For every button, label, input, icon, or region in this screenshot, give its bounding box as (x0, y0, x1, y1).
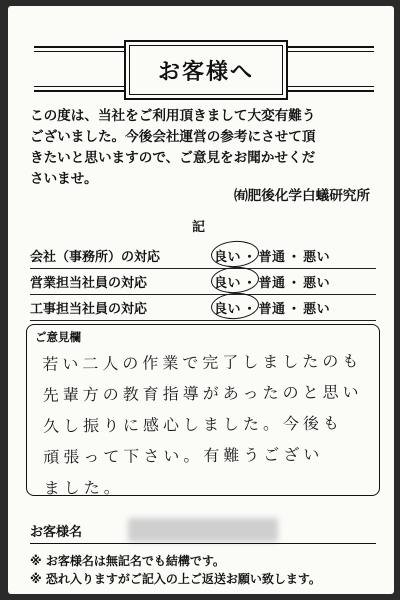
opinion-box[interactable] (26, 324, 380, 496)
page-title: お客様へ (157, 59, 254, 85)
option-normal[interactable]: 普通 (258, 302, 286, 317)
rating-options: 良い ・ 普通 ・ 悪い (214, 250, 331, 265)
customer-name-row (30, 518, 376, 542)
comment-line: 頑張って下さい。有難うござい (43, 444, 324, 467)
comment-line: 若い二人の作業で完了しましたのも (42, 351, 363, 374)
rating-options: 良い ・ 普通 ・ 悪い (214, 276, 331, 291)
comment-line: ました。 (43, 477, 124, 498)
option-good[interactable]: 良い (214, 302, 242, 317)
handwritten-comment (42, 345, 374, 503)
option-normal[interactable]: 普通 (258, 250, 286, 265)
rating-row-sales (30, 270, 376, 292)
option-bad[interactable]: 悪い (303, 276, 331, 291)
comment-line: 先輩方の教育指導があったのと思い (42, 382, 363, 405)
customer-name-label: お客様名 (30, 525, 83, 540)
redacted-name (128, 518, 278, 542)
option-normal[interactable]: 普通 (258, 276, 286, 291)
title-banner (34, 46, 374, 92)
survey-card (8, 6, 394, 594)
note-anonymous: ※ お客様名は無記名でも結構です。 (30, 554, 225, 568)
option-good[interactable]: 良い (214, 250, 242, 265)
opinion-heading: ご意見欄 (35, 330, 81, 344)
intro-text: この度は、当社をご利用頂きまして大変有難う ございました。今後会社運営の参考にさせて頂 きたいと思いますので、ご意見をお聞かせくだ さいませ。 (30, 108, 316, 187)
company-name: ㈲肥後化学白蟻研究所 (234, 188, 370, 204)
comment-line: 久し振りに感心しました。今後も (42, 413, 344, 436)
option-bad[interactable]: 悪い (303, 250, 331, 265)
note-return: ※ 恐れ入りますがご記入の上ご返送お願い致します。 (30, 572, 321, 586)
rating-label: 会社（事務所）の対応 (30, 250, 161, 265)
rating-row-construction (30, 296, 376, 318)
ki-heading: 記 (192, 220, 206, 235)
option-good[interactable]: 良い (214, 276, 242, 291)
rating-label: 営業担当社員の対応 (30, 276, 148, 291)
rating-label: 工事担当社員の対応 (30, 302, 148, 317)
rating-options: 良い ・ 普通 ・ 悪い (214, 302, 331, 317)
option-bad[interactable]: 悪い (303, 302, 331, 317)
rating-row-office (30, 244, 376, 266)
